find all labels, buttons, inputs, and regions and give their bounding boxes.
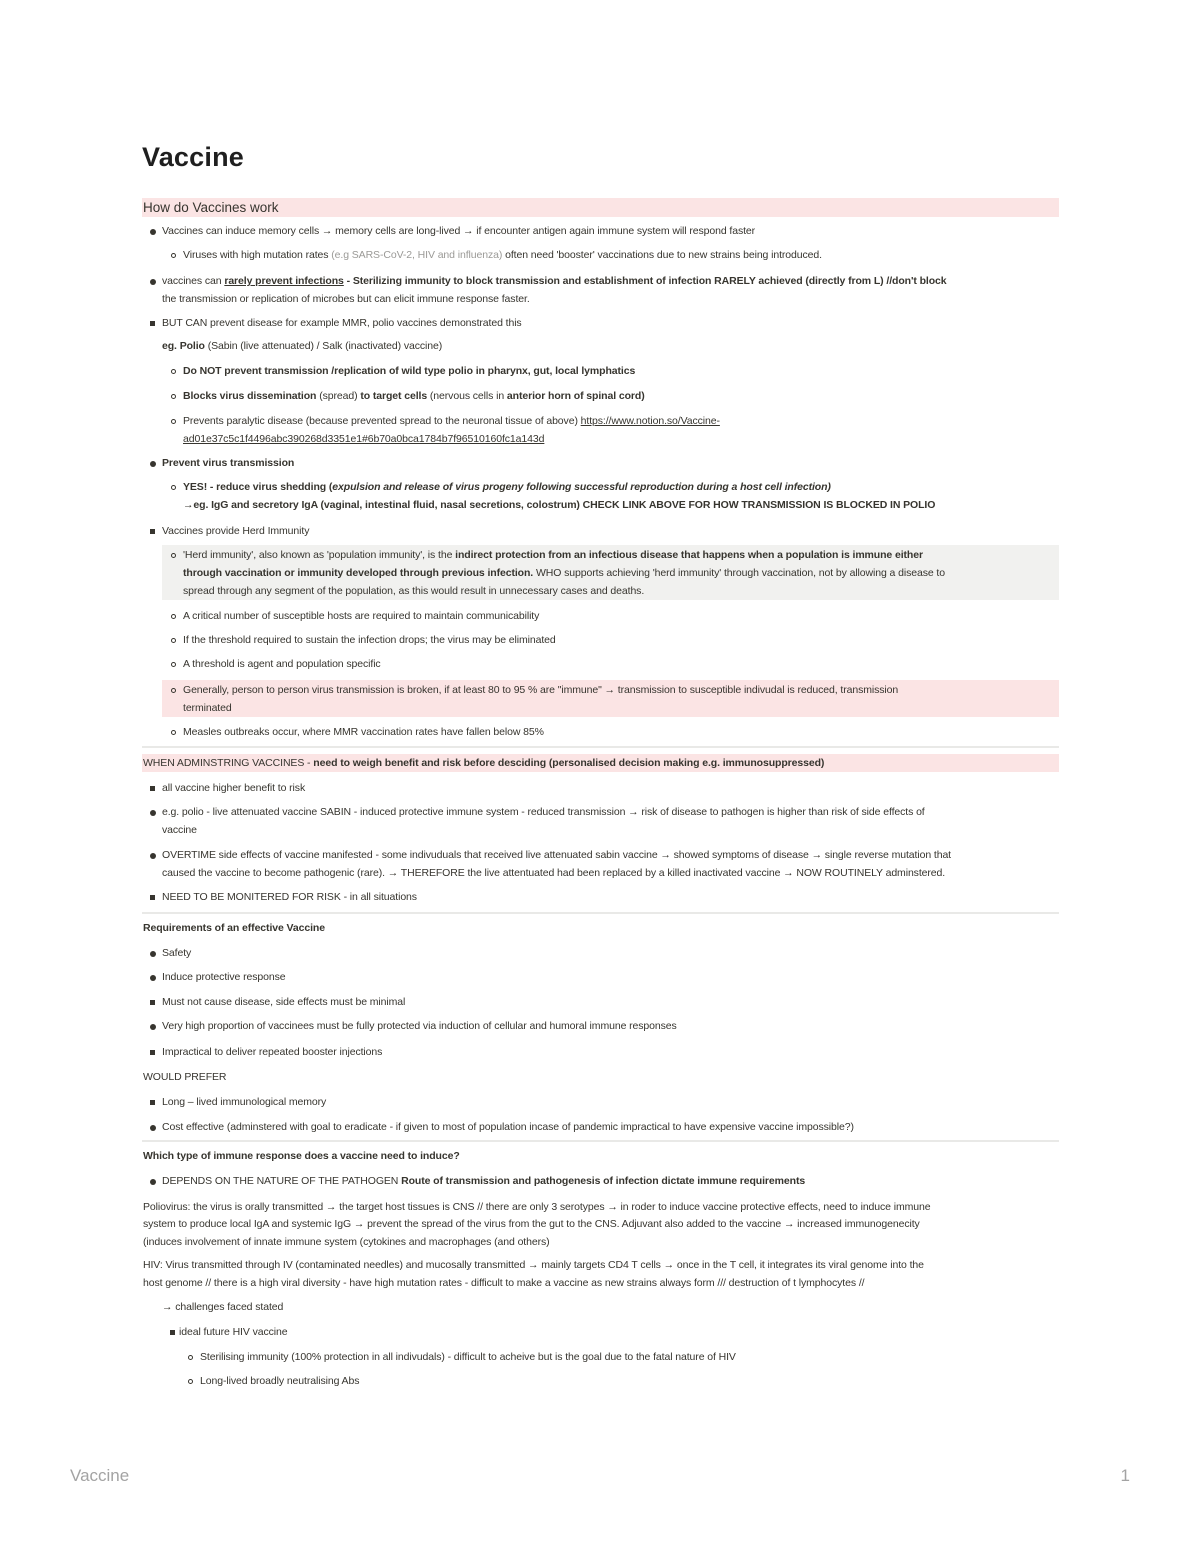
bullet-icon: [171, 369, 176, 374]
list-item: all vaccine higher benefit to risk: [162, 782, 306, 794]
bullet-icon: [171, 614, 176, 619]
hiv-paragraph-line: HIV: Virus transmitted through IV (contaminated needles) and mucosally transmitted → mainly targets CD4 T cells → once in the T cell, it integrates its viral genome into the: [143, 1259, 924, 1271]
bullet-icon: [150, 1000, 155, 1005]
list-item: A threshold is agent and population specific: [183, 658, 381, 670]
list-item: NEED TO BE MONITERED FOR RISK - in all situations: [162, 891, 417, 903]
list-item: Must not cause disease, side effects must be minimal: [162, 996, 406, 1008]
list-item: Cost effective (adminstered with goal to eradicate - if given to most of population incase of pandemic impractical to have expensive vaccine impossible?): [162, 1121, 854, 1133]
bullet-icon: [171, 662, 176, 667]
poliovirus-paragraph-line: (induces involvement of innate immune system (cytokines and macrophages (and others): [143, 1236, 550, 1248]
bullet-icon: [171, 394, 176, 399]
bullet-icon: [188, 1379, 193, 1384]
page-number: 1: [1120, 1466, 1130, 1485]
bullet-icon: [171, 419, 176, 424]
list-item-continuation: →eg. IgG and secretory IgA (vaginal, intestinal fluid, nasal secretions, colostrum) CHECK LINK ABOVE FOR HOW TRANSMISSION IS BLOCKED IN POLIO: [183, 499, 936, 511]
poliovirus-paragraph-line: system to produce local IgA and systemic IgG → prevent the spread of the virus from the gut to the CNS. Adjuvant also added to the vaccine → increased immunogenecity: [143, 1218, 920, 1230]
bullet-icon: [150, 975, 156, 981]
bullet-icon: [150, 321, 155, 326]
list-item: Do NOT prevent transmission /replication of wild type polio in pharynx, gut, local lymphatics: [183, 365, 636, 377]
bullet-icon: [171, 730, 176, 735]
list-item-continuation: through vaccination or immunity developed through previous infection. WHO supports achieving 'herd immunity' through vaccination, not by allowing a disease to: [183, 567, 945, 579]
bullet-icon: [188, 1355, 193, 1360]
section-heading-requirements: Requirements of an effective Vaccine: [143, 922, 325, 934]
page-title: Vaccine: [142, 142, 244, 172]
list-item: Blocks virus dissemination (spread) to target cells (nervous cells in anterior horn of spinal cord): [183, 390, 645, 402]
bullet-icon: [150, 1179, 156, 1185]
challenges-line: → challenges faced stated: [162, 1301, 284, 1313]
bullet-icon: [150, 279, 156, 285]
list-item: ideal future HIV vaccine: [179, 1326, 288, 1338]
bullet-icon: [150, 895, 155, 900]
list-item: OVERTIME side effects of vaccine manifested - some indivuduals that received live attenuated sabin vaccine → showed symptoms of disease → single reverse mutation that: [162, 849, 951, 861]
list-item: Prevent virus transmission: [162, 457, 295, 469]
bullet-icon: [150, 1125, 156, 1131]
would-prefer-label: WOULD PREFER: [143, 1071, 227, 1083]
list-item: Long-lived broadly neutralising Abs: [200, 1375, 360, 1387]
bullet-icon: [171, 638, 176, 643]
poliovirus-paragraph-line: Poliovirus: the virus is orally transmitted → the target host tissues is CNS // there are only 3 serotypes → in roder to induce vaccine protective effects, need to induce immune: [143, 1201, 931, 1213]
list-item: Vaccines provide Herd Immunity: [162, 525, 310, 537]
bullet-icon: [150, 461, 156, 467]
list-item: Induce protective response: [162, 971, 286, 983]
list-item: Very high proportion of vaccinees must be fully protected via induction of cellular and humoral immune responses: [162, 1020, 677, 1032]
bullet-icon: [150, 786, 155, 791]
bullet-icon: [150, 1050, 155, 1055]
bullet-icon: [170, 1330, 175, 1335]
notion-link-continuation[interactable]: ad01e37c5c1f4496abc390268d3351e1#6b70a0bca1784b7f96510160fc1a143d: [183, 433, 545, 445]
bullet-icon: [171, 553, 176, 558]
list-item: Long – lived immunological memory: [162, 1096, 327, 1108]
list-item-continuation: the transmission or replication of microbes but can elicit immune response faster.: [162, 293, 530, 305]
bullet-icon: [150, 951, 156, 957]
list-item: DEPENDS ON THE NATURE OF THE PATHOGEN Route of transmission and pathogenesis of infection dictate immune requirements: [162, 1175, 806, 1187]
bullet-icon: [150, 1024, 156, 1030]
hiv-paragraph-line: host genome // there is a high viral diversity - have high mutation rates - difficult to make a vaccine as new strains always form /// destruction of t lymphocytes //: [143, 1277, 865, 1289]
list-item: A critical number of susceptible hosts are required to maintain communicability: [183, 610, 540, 622]
list-item: Impractical to deliver repeated booster injections: [162, 1046, 383, 1058]
divider: [142, 1140, 1059, 1142]
list-item: Generally, person to person virus transmission is broken, if at least 80 to 95 % are "immune" → transmission to susceptible indivudal is reduced, transmission: [183, 684, 899, 696]
bullet-icon: [150, 529, 155, 534]
section-heading-administering: WHEN ADMINSTRING VACCINES - need to weigh benefit and risk before desciding (personalised decision making e.g. immunosuppressed): [143, 757, 825, 769]
list-item: Measles outbreaks occur, where MMR vaccination rates have fallen below 85%: [183, 726, 544, 738]
bullet-icon: [150, 810, 156, 816]
list-item-continuation: terminated: [183, 702, 232, 714]
list-item: vaccines can rarely prevent infections - Sterilizing immunity to block transmission and establishment of infection RARELY achieved (directly from L) //don't block: [162, 275, 947, 287]
bullet-icon: [171, 688, 176, 693]
list-item-continuation: vaccine: [162, 824, 197, 836]
list-item: Prevents paralytic disease (because prevented spread to the neuronal tissue of above) https://www.notion.so/Vaccine-: [183, 415, 720, 427]
list-item: BUT CAN prevent disease for example MMR, polio vaccines demonstrated this: [162, 317, 522, 329]
list-item-continuation: spread through any segment of the population, as this would result in unnecessary cases and deaths.: [183, 585, 645, 597]
section-heading-how-vaccines-work: How do Vaccines work: [142, 198, 1059, 217]
notion-link[interactable]: https://www.notion.so/Vaccine-: [580, 415, 720, 427]
list-item-continuation: caused the vaccine to become pathogenic (rare). → THEREFORE the live attentuated had been replaced by a killed inactivated vaccine → NOW ROUTINELY adminstered.: [162, 867, 946, 879]
list-item: If the threshold required to sustain the infection drops; the virus may be eliminated: [183, 634, 556, 646]
list-item: YES! - reduce virus shedding (expulsion and release of virus progeny following successful reproduction during a host cell infection): [183, 481, 831, 493]
list-item: Safety: [162, 947, 192, 959]
list-item: 'Herd immunity', also known as 'population immunity', is the indirect protection from an infectious disease that happens when a population is immune either: [183, 549, 923, 561]
bullet-icon: [171, 253, 176, 258]
bullet-icon: [171, 485, 176, 490]
section-heading-immune-response: Which type of immune response does a vaccine need to induce?: [143, 1150, 460, 1162]
list-item: e.g. polio - live attenuated vaccine SABIN - induced protective immune system - reduced transmission → risk of disease to pathogen is higher than risk of side effects of: [162, 806, 925, 818]
list-item: Viruses with high mutation rates (e.g SARS-CoV-2, HIV and influenza) often need 'booster' vaccinations due to new strains being introduced.: [183, 249, 822, 261]
polio-example: eg. Polio (Sabin (live attenuated) / Salk (inactivated) vaccine): [162, 340, 443, 352]
divider: [142, 746, 1059, 748]
bullet-icon: [150, 1100, 155, 1105]
list-item: Sterilising immunity (100% protection in all indivudals) - difficult to acheive but is the goal due to the fatal nature of HIV: [200, 1351, 736, 1363]
footer-title: Vaccine: [70, 1466, 130, 1485]
bullet-icon: [150, 229, 156, 235]
divider: [142, 912, 1059, 914]
list-item: Vaccines can induce memory cells → memory cells are long-lived → if encounter antigen again immune system will respond faster: [162, 225, 756, 237]
bullet-icon: [150, 853, 156, 859]
